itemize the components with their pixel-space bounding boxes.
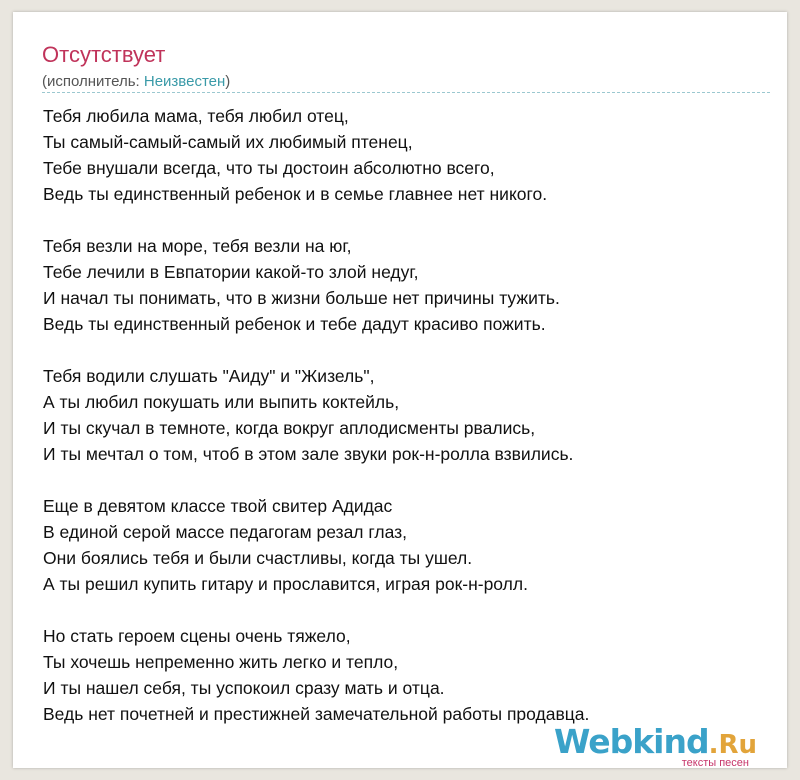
lyric-line: Ты хочешь непременно жить легко и тепло, xyxy=(43,652,399,672)
lyric-line: И ты нашел себя, ты успокоил сразу мать и отца. xyxy=(43,678,445,698)
site-logo[interactable] xyxy=(554,724,757,769)
logo-brand: Webkind xyxy=(553,722,709,761)
logo-tagline: тексты песен xyxy=(681,757,749,769)
lyric-line: А ты любил покушать или выпить коктейль, xyxy=(43,392,400,412)
lyric-line: И ты скучал в темноте, когда вокруг аплодисменты рвались, xyxy=(43,418,536,438)
lyrics-body xyxy=(43,103,589,753)
lyric-line: А ты решил купить гитару и прославится, играя рок-н-ролл. xyxy=(43,574,528,594)
lyric-line: Тебя водили слушать "Аиду" и "Жизель", xyxy=(43,366,375,386)
lyrics-stanza xyxy=(43,233,589,337)
lyric-line: В единой серой массе педагогам резал глаз, xyxy=(43,522,408,542)
artist-prefix: (исполнитель: xyxy=(42,73,144,90)
lyric-line: Но стать героем сцены очень тяжело, xyxy=(43,626,351,646)
logo-tld: .Ru xyxy=(708,730,757,760)
lyric-line: Тебя любила мама, тебя любил отец, xyxy=(43,106,349,126)
lyric-line: Тебе лечили в Евпатории какой-то злой недуг, xyxy=(43,262,419,282)
lyric-line: И ты мечтал о том, чтоб в этом зале звуки рок-н-ролла взвились. xyxy=(43,444,574,464)
lyrics-stanza xyxy=(43,363,589,467)
lyric-line: И начал ты понимать, что в жизни больше нет причины тужить. xyxy=(43,288,560,308)
lyric-line: Ведь нет почетней и престижней замечательной работы продавца. xyxy=(43,704,590,724)
lyric-line: Ты самый-самый-самый их любимый птенец, xyxy=(43,132,413,152)
lyrics-stanza xyxy=(43,493,589,597)
lyric-line: Тебе внушали всегда, что ты достоин абсолютно всего, xyxy=(43,158,495,178)
lyrics-stanza xyxy=(43,623,589,727)
lyric-line: Ведь ты единственный ребенок и тебе дадут красиво пожить. xyxy=(43,314,546,334)
lyric-line: Ведь ты единственный ребенок и в семье главнее нет никого. xyxy=(43,184,548,204)
lyric-line: Еще в девятом классе твой свитер Адидас xyxy=(43,496,393,516)
artist-suffix: ) xyxy=(225,73,231,90)
artist-line xyxy=(42,73,230,90)
lyrics-stanza xyxy=(43,103,589,207)
lyric-line: Тебя везли на море, тебя везли на юг, xyxy=(43,236,352,256)
lyric-line: Они боялись тебя и были счастливы, когда ты ушел. xyxy=(43,548,473,568)
title-divider xyxy=(42,92,770,93)
song-title: Отсутствует xyxy=(42,42,166,67)
content-card xyxy=(13,12,787,768)
artist-link[interactable]: Неизвестен xyxy=(143,73,226,90)
